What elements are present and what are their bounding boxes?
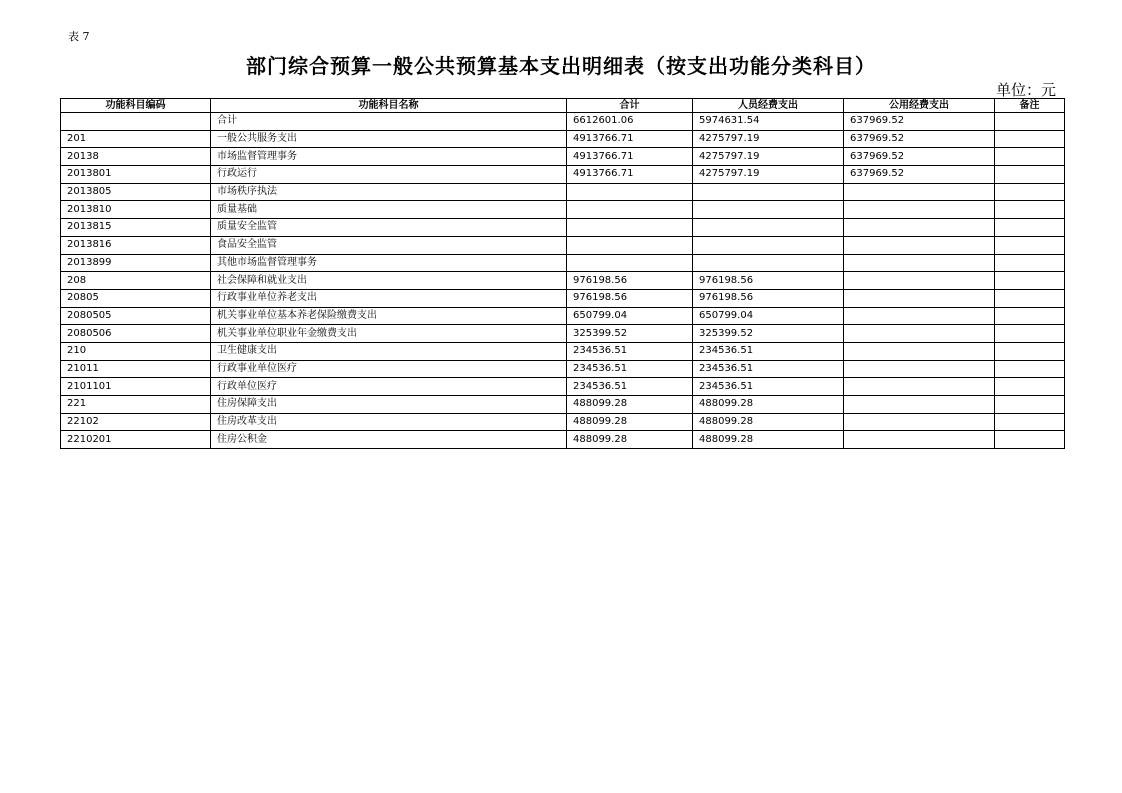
column-header-public: 公用经费支出	[844, 99, 995, 113]
cell-public	[844, 236, 995, 254]
cell-code: 2013810	[61, 201, 211, 219]
budget-table	[60, 98, 1065, 449]
cell-code: 2013805	[61, 183, 211, 201]
cell-note	[995, 148, 1065, 166]
cell-personnel: 488099.28	[693, 413, 844, 431]
cell-public: 637969.52	[844, 130, 995, 148]
cell-total	[567, 219, 693, 237]
cell-total: 976198.56	[567, 289, 693, 307]
cell-note	[995, 378, 1065, 396]
cell-note	[995, 166, 1065, 184]
column-header-code: 功能科目编码	[61, 99, 211, 113]
cell-personnel: 325399.52	[693, 325, 844, 343]
cell-total: 488099.28	[567, 396, 693, 414]
cell-name: 质量安全监管	[211, 219, 567, 237]
cell-code: 2013801	[61, 166, 211, 184]
cell-note	[995, 396, 1065, 414]
table-row	[61, 289, 1065, 307]
cell-personnel	[693, 201, 844, 219]
cell-name: 机关事业单位职业年金缴费支出	[211, 325, 567, 343]
table-row	[61, 219, 1065, 237]
cell-total: 234536.51	[567, 360, 693, 378]
cell-public	[844, 272, 995, 290]
cell-total: 488099.28	[567, 413, 693, 431]
cell-personnel: 5974631.54	[693, 113, 844, 131]
table-header-row	[61, 99, 1065, 113]
cell-total	[567, 201, 693, 219]
cell-note	[995, 254, 1065, 272]
cell-personnel: 976198.56	[693, 272, 844, 290]
cell-name: 合计	[211, 113, 567, 131]
cell-personnel: 234536.51	[693, 378, 844, 396]
cell-code: 2210201	[61, 431, 211, 449]
cell-note	[995, 219, 1065, 237]
cell-total	[567, 236, 693, 254]
table-row	[61, 360, 1065, 378]
cell-code: 2080506	[61, 325, 211, 343]
cell-name: 住房改革支出	[211, 413, 567, 431]
cell-public	[844, 254, 995, 272]
cell-total: 4913766.71	[567, 166, 693, 184]
table-number: 表 7	[68, 30, 90, 43]
cell-code	[61, 113, 211, 131]
cell-public	[844, 219, 995, 237]
cell-code: 2101101	[61, 378, 211, 396]
cell-name: 行政运行	[211, 166, 567, 184]
cell-code: 2013816	[61, 236, 211, 254]
cell-name: 机关事业单位基本养老保险缴费支出	[211, 307, 567, 325]
table-row	[61, 166, 1065, 184]
cell-total: 976198.56	[567, 272, 693, 290]
cell-public	[844, 413, 995, 431]
cell-note	[995, 360, 1065, 378]
cell-note	[995, 325, 1065, 343]
column-header-note: 备注	[995, 99, 1065, 113]
cell-public	[844, 342, 995, 360]
table-row	[61, 254, 1065, 272]
cell-total: 234536.51	[567, 342, 693, 360]
cell-public	[844, 325, 995, 343]
cell-name: 行政事业单位医疗	[211, 360, 567, 378]
cell-code: 210	[61, 342, 211, 360]
cell-name: 市场监督管理事务	[211, 148, 567, 166]
cell-public: 637969.52	[844, 148, 995, 166]
cell-note	[995, 183, 1065, 201]
column-header-personnel: 人员经费支出	[693, 99, 844, 113]
cell-name: 住房保障支出	[211, 396, 567, 414]
cell-code: 208	[61, 272, 211, 290]
table-row	[61, 307, 1065, 325]
cell-public: 637969.52	[844, 166, 995, 184]
cell-public	[844, 183, 995, 201]
table-row	[61, 183, 1065, 201]
cell-personnel	[693, 236, 844, 254]
cell-personnel	[693, 183, 844, 201]
cell-personnel	[693, 219, 844, 237]
cell-name: 其他市场监督管理事务	[211, 254, 567, 272]
cell-note	[995, 272, 1065, 290]
cell-public	[844, 289, 995, 307]
cell-code: 2080505	[61, 307, 211, 325]
column-header-name: 功能科目名称	[211, 99, 567, 113]
cell-public	[844, 396, 995, 414]
cell-note	[995, 113, 1065, 131]
cell-name: 行政事业单位养老支出	[211, 289, 567, 307]
cell-note	[995, 201, 1065, 219]
table-row	[61, 201, 1065, 219]
cell-name: 卫生健康支出	[211, 342, 567, 360]
table-row	[61, 325, 1065, 343]
table-row	[61, 272, 1065, 290]
cell-name: 市场秩序执法	[211, 183, 567, 201]
cell-name: 社会保障和就业支出	[211, 272, 567, 290]
cell-code: 2013815	[61, 219, 211, 237]
cell-total	[567, 183, 693, 201]
cell-public	[844, 378, 995, 396]
cell-note	[995, 307, 1065, 325]
cell-name: 食品安全监管	[211, 236, 567, 254]
table-row	[61, 113, 1065, 131]
cell-code: 20805	[61, 289, 211, 307]
table-row	[61, 342, 1065, 360]
table-body	[61, 113, 1065, 449]
table-row	[61, 130, 1065, 148]
cell-public	[844, 431, 995, 449]
cell-note	[995, 130, 1065, 148]
table-row	[61, 148, 1065, 166]
cell-total: 4913766.71	[567, 130, 693, 148]
cell-name: 行政单位医疗	[211, 378, 567, 396]
cell-total	[567, 254, 693, 272]
cell-total: 650799.04	[567, 307, 693, 325]
cell-personnel: 488099.28	[693, 431, 844, 449]
table-row	[61, 413, 1065, 431]
cell-personnel: 976198.56	[693, 289, 844, 307]
cell-public	[844, 360, 995, 378]
cell-code: 20138	[61, 148, 211, 166]
cell-note	[995, 236, 1065, 254]
cell-public	[844, 307, 995, 325]
cell-note	[995, 413, 1065, 431]
unit-label: 单位：元	[995, 81, 1056, 99]
table-row	[61, 378, 1065, 396]
cell-personnel: 4275797.19	[693, 148, 844, 166]
table-row	[61, 396, 1065, 414]
cell-personnel: 4275797.19	[693, 130, 844, 148]
cell-name: 住房公积金	[211, 431, 567, 449]
cell-personnel: 488099.28	[693, 396, 844, 414]
cell-note	[995, 342, 1065, 360]
column-header-total: 合计	[567, 99, 693, 113]
cell-total: 234536.51	[567, 378, 693, 396]
cell-public	[844, 201, 995, 219]
cell-personnel	[693, 254, 844, 272]
cell-personnel: 650799.04	[693, 307, 844, 325]
cell-code: 201	[61, 130, 211, 148]
cell-code: 221	[61, 396, 211, 414]
cell-personnel: 234536.51	[693, 360, 844, 378]
cell-note	[995, 289, 1065, 307]
table-row	[61, 236, 1065, 254]
cell-personnel: 234536.51	[693, 342, 844, 360]
cell-name: 一般公共服务支出	[211, 130, 567, 148]
page-title: 部门综合预算一般公共预算基本支出明细表（按支出功能分类科目）	[246, 54, 876, 78]
cell-total: 488099.28	[567, 431, 693, 449]
cell-total: 4913766.71	[567, 148, 693, 166]
table-row	[61, 431, 1065, 449]
cell-public: 637969.52	[844, 113, 995, 131]
cell-note	[995, 431, 1065, 449]
cell-code: 2013899	[61, 254, 211, 272]
cell-code: 21011	[61, 360, 211, 378]
cell-code: 22102	[61, 413, 211, 431]
cell-total: 325399.52	[567, 325, 693, 343]
cell-total: 6612601.06	[567, 113, 693, 131]
cell-personnel: 4275797.19	[693, 166, 844, 184]
cell-name: 质量基础	[211, 201, 567, 219]
